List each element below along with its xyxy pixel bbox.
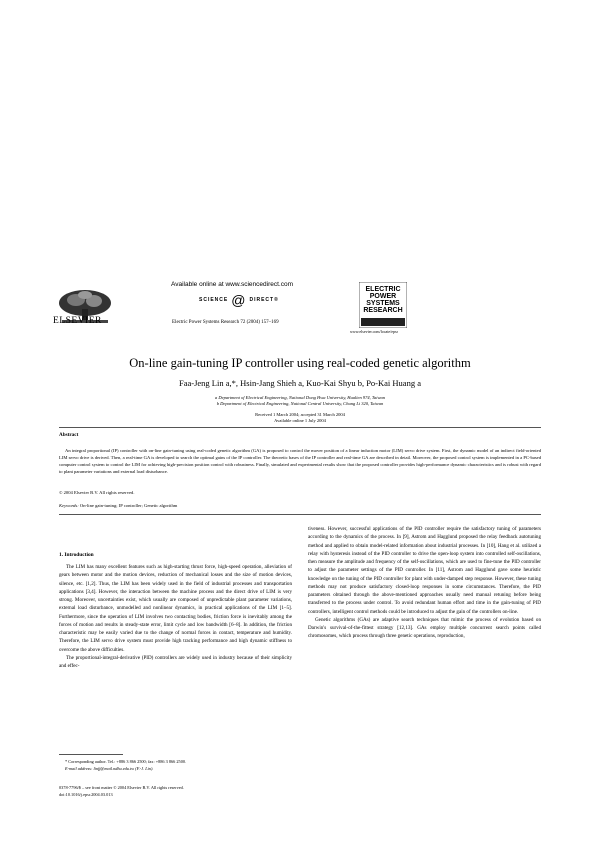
abstract-copyright: © 2004 Elsevier B.V. All rights reserved. <box>59 490 135 495</box>
divider-top <box>59 427 541 428</box>
paragraph: tiveness. However, successful applications of the PID controller require the satisfactory tuning of parameters according to the dynamics of the process. In [9], Astrom and Hagglund proposed the relay feedback autotuning method and applied to obtain model-related information about industrial processes. In [10], Hang et al. utilized a relay with hysteresis instead of the PID controller to drive the open-loop system into controlled self-oscillations, then measure the amplitude and frequency of the self-oscillations, which are used to fine-tune the PID controller to adjust the parameter settings of the PID controller. In [11], Astrom and Hagglund gave some heuristic knowledge on the tuning of the PID controller for plant with under-damped step response. However, these tuning methods may not produce satisfactory closed-loop responses in some circumstances. Therefore, the PID parameters obtained through the above-mentioned approaches usually need manual retuning before being transferred to the process under control. To avoid redundant human effort and time in the gain-tuning of PID controllers, intelligent control methods could be introduced to adjust the gain of the controllers on-line. <box>308 526 541 615</box>
abstract-text: An integral proportional (IP) controller with on-line gain-tuning using real-coded genetic algorithm (GA) is proposed to control the mover position of a linear induction motor (LIM) servo drive system. First, the dynamic model of an indirect field-oriented LIM servo drive is derived. Then, a real-time GA is developed to search the optimal gains of the IP controller. The theoretic bases of the IP controller and real-time GA are described in detail. Moreover, the proposed control system is implemented in a PC-based computer control system to control the LIM for achieving high-precision position control with robustness. Finally, simulated and experimental results show that the proposed controller provides high-performance dynamic characteristics and is robust with regard to plant parameter variations and external load disturbance. <box>59 448 541 474</box>
sd-brand-left: SCIENCE <box>199 297 229 303</box>
journal-logo-line-2: POWER <box>369 293 397 300</box>
sciencedirect-logo <box>199 292 279 308</box>
journal-logo <box>359 282 407 328</box>
sd-brand-right: DIRECT® <box>249 297 279 303</box>
keywords-list: On-line gain-tuning; IP controller; Genetic algorithm <box>79 503 178 508</box>
received-date: Received 1 March 2004; accepted 31 March 2004 <box>255 412 345 417</box>
corresponding-author-note: * Corresponding author. Tel.: +886 3 866 2500; fax: +886 3 866 2500. <box>65 759 187 764</box>
keywords <box>59 503 177 508</box>
journal-logo-line-1: ELECTRIC <box>365 286 401 293</box>
left-column <box>59 563 292 670</box>
paragraph: The proportional-integral-derivative (PID) controllers are widely used in industry because of their simplicity and effec- <box>59 654 292 669</box>
paper-title: On-line gain-tuning IP controller using real-coded genetic algorithm <box>129 356 471 370</box>
right-column <box>308 525 541 641</box>
paragraph: The LIM has many excellent features such as high-starting thrust force, high-speed operation, alleviation of gears between motor and the motion devices, reduction of mechanical losses and the size of motion devices, silence, etc. [1,2]. Thus, the LIM has been widely used in the field of industrial processes and transportation applications [3,4]. However, the interaction between the machine process and the direct drive of LIM is very strong. Moreover, uncertainties exist, which usually are composed of unpredictable plant parameter variations, external load disturbance, unmodelled and nonlinear dynamics, in practical applications of the LIM [1–5]. Furthermore, since the operation of LIM involves two contacting bodies, friction force is inevitably among the forces of motion and results in steady-state error, limit cycle and low bandwidth [6–8]. In addition, the friction characteristic may be easily varied due to the change of normal forces in contact, temperature and humidity. Therefore, the LIM servo drive system must provide high tracking performance and high dynamic stiffness to overcome the above difficulties. <box>59 564 292 653</box>
section-heading: 1. Introduction <box>59 552 94 558</box>
sciencedirect-availability: Available online at www.sciencedirect.com <box>171 281 293 288</box>
paragraph: Genetic algorithms (GAs) are adaptive search techniques that mimic the process of evolution based on Darwin's survival-of-the-fittest strategy [12,13]. GAs employ multiple concurrent search points called chromosomes, which process through three genetic operations, reproduction, <box>308 616 541 640</box>
footnote-divider <box>59 754 123 755</box>
journal-logo-line-4: RESEARCH <box>363 307 403 314</box>
journal-logo-line-3: SYSTEMS <box>366 300 400 307</box>
doi-line: doi:10.1016/j.epsr.2004.03.013 <box>59 792 113 797</box>
sd-at-icon: @ <box>231 292 247 308</box>
available-date: Available online 1 July 2004 <box>274 418 326 423</box>
affiliation-b: b Department of Electrical Engineering, National Central University, Chung Li 320, Taiwan <box>216 401 384 406</box>
journal-reference: Electric Power Systems Research 72 (2004) 157–169 <box>172 320 279 325</box>
issn-line: 0378-7796/$ – see front matter © 2004 Elsevier B.V. All rights reserved. <box>59 785 184 790</box>
author-list: Faa-Jeng Lin a,*, Hsin-Jang Shieh a, Kuo-Kai Shyu b, Po-Kai Huang a <box>179 378 421 388</box>
keywords-label: Keywords: <box>59 503 79 508</box>
publisher-name: ELSEVIER <box>53 316 102 326</box>
affiliation-a: a Department of Electrical Engineering, National Dong Hwa University, Hualien 974, Taiwan <box>214 395 386 400</box>
journal-url: www.elsevier.com/locate/epsr <box>350 329 398 334</box>
email-note: E-mail address: linfj@mail.ndhu.edu.tw (F.-J. Lin). <box>65 766 154 771</box>
abstract-heading: Abstract <box>59 432 79 438</box>
divider-bottom <box>59 514 541 515</box>
